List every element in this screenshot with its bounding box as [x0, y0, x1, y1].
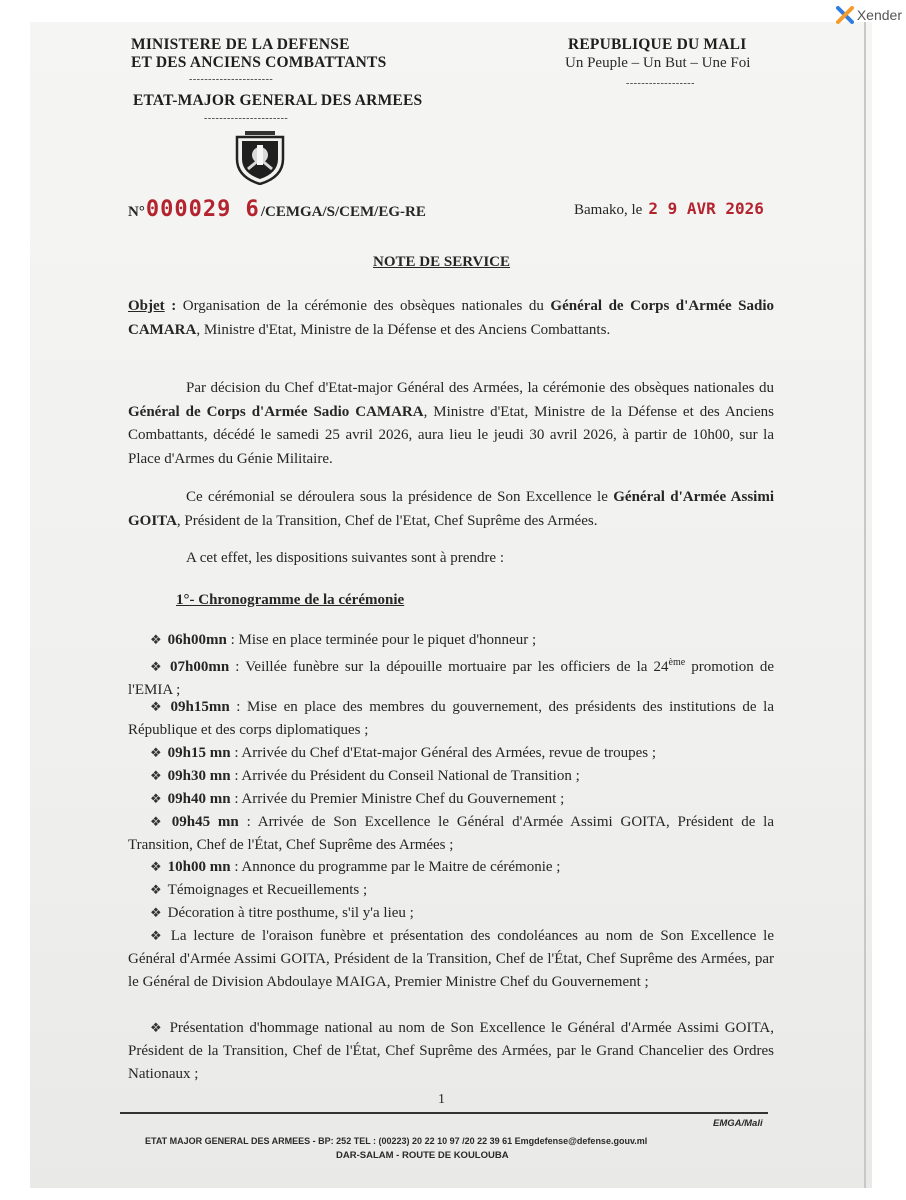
bullet-icon: ❖ [150, 791, 162, 806]
date-line [574, 199, 764, 219]
schedule-item: ❖ La lecture de l'oraison funèbre et présentation des condoléances au nom de Son Excellence le Général d'Armée Assimi GOITA, Président de la Transition, Chef de l'État, Chef Suprême des Armées, par le Général de Division Abdoulaye MAIGA, Premier Ministre Chef du Gouvernement ; [128, 928, 774, 990]
bullet-icon: ❖ [150, 859, 162, 874]
footer-address: ETAT MAJOR GENERAL DES ARMEES - BP: 252 TEL : (00223) 20 22 10 97 /20 22 39 61 Emgdefense@defense.gouv.ml [145, 1136, 648, 1146]
reference-stamp: 000029 6 [145, 197, 260, 222]
bullet-icon: ❖ [150, 1020, 164, 1035]
header-dash-right: ------------------ [626, 78, 695, 89]
objet-honoree: Général de Corps d'Armée Sadio CAMARA [128, 298, 774, 338]
schedule-item: ❖ 07h00mn : Veillée funèbre sur la dépouille mortuaire par les officiers de la 24ème promotion de l'EMIA ; [128, 657, 774, 698]
schedule-item: ❖ Présentation d'hommage national au nom de Son Excellence le Général d'Armée Assimi GOITA, Président de la Transition, Chef de l'État, Chef Suprême des Armées, par le Grand Chancelier des Ordres Nationaux ; [128, 1020, 774, 1082]
xender-watermark [836, 6, 902, 24]
viewer-right-margin [872, 0, 906, 1200]
schedule-item: ❖ Décoration à titre posthume, s'il y'a lieu ; [150, 905, 414, 921]
reference-suffix: /CEMGA/S/CEM/EG-RE [260, 204, 426, 220]
objet-paragraph: Objet : Organisation de la cérémonie des obsèques nationales du Général de Corps d'Armée Sadio CAMARA, Ministre d'Etat, Ministre de la Défense et des Anciens Combattants. [128, 298, 774, 338]
objet-label: Objet [128, 298, 165, 314]
bullet-icon: ❖ [150, 745, 162, 760]
bullet-icon: ❖ [150, 882, 162, 897]
reference-prefix: N° [128, 204, 145, 220]
schedule-item: ❖ 09h30 mn : Arrivée du Président du Conseil National de Transition ; [150, 768, 580, 784]
decision-paragraph: Par décision du Chef d'Etat-major Général des Armées, la cérémonie des obsèques nationales du Général de Corps d'Armée Sadio CAMARA, Ministre d'Etat, Ministre de la Défense et des Anciens Combattants, décédé le samedi 25 avril 2026, aura lieu le jeudi 30 avril 2026, à partir de 10h00, sur la Place d'Armes du Génie Militaire. [128, 380, 774, 467]
footer-divider [120, 1112, 768, 1114]
dispositions-paragraph: A cet effet, les dispositions suivantes sont à prendre : [186, 550, 504, 566]
emblem-icon [233, 131, 287, 185]
schedule-item: ❖ 09h40 mn : Arrivée du Premier Ministre Chef du Gouvernement ; [150, 791, 565, 807]
bullet-icon: ❖ [150, 632, 162, 647]
xender-label: Xender [856, 7, 902, 23]
bullet-icon: ❖ [150, 768, 162, 783]
schedule-item: ❖ 10h00 mn : Annonce du programme par le Maitre de cérémonie ; [150, 859, 561, 875]
header-dash-left: ---------------------- [189, 74, 274, 85]
schedule-item: ❖ 09h15 mn : Arrivée du Chef d'Etat-major Général des Armées, revue de troupes ; [150, 745, 657, 761]
armed-forces-emblem [233, 131, 287, 190]
schedule-item: ❖ 06h00mn : Mise en place terminée pour le piquet d'honneur ; [150, 632, 537, 648]
ministry-name-line2: ET DES ANCIENS COMBATTANTS [131, 54, 387, 71]
bullet-icon: ❖ [150, 905, 162, 920]
page-number: 1 [438, 1092, 445, 1107]
schedule-item: ❖ 09h15mn : Mise en place des membres du gouvernement, des présidents des institutions de la République et des corps diplomatiques ; [128, 699, 774, 738]
bullet-icon: ❖ [150, 659, 164, 674]
footer-sigle: EMGA/Mali [713, 1118, 763, 1129]
bullet-icon: ❖ [150, 699, 165, 714]
place-label: Bamako, le [574, 202, 643, 218]
ministry-name-line3: ETAT-MAJOR GENERAL DES ARMEES [133, 92, 423, 109]
document-title: NOTE DE SERVICE [373, 254, 511, 270]
republic-name: REPUBLIQUE DU MALI [568, 36, 747, 53]
viewer-top-bar [0, 0, 906, 22]
schedule-item: ❖ Témoignages et Recueillements ; [150, 882, 368, 898]
presidency-paragraph: Ce cérémonial se déroulera sous la présidence de Son Excellence le Général d'Armée Assimi GOITA, Président de la Transition, Chef de l'Etat, Chef Suprême des Armées. [128, 489, 774, 529]
section-heading-chronogramme: 1°- Chronogramme de la cérémonie [176, 592, 405, 608]
bullet-icon: ❖ [150, 814, 166, 829]
reference-number [128, 197, 426, 222]
ministry-name-line1: MINISTERE DE LA DEFENSE [131, 36, 350, 53]
schedule-item: ❖ 09h45 mn : Arrivée de Son Excellence le Général d'Armée Assimi GOITA, Président de la Transition, Chef de l'État, Chef Suprême des Armées ; [128, 814, 775, 853]
bullet-icon: ❖ [150, 928, 165, 943]
viewer-bottom-margin [0, 1188, 906, 1200]
footer-location: DAR-SALAM - ROUTE DE KOULOUBA [336, 1150, 509, 1161]
xender-logo-icon [836, 6, 854, 24]
national-motto: Un Peuple – Un But – Une Foi [565, 55, 751, 71]
page-edge [864, 22, 866, 1188]
viewer-left-margin [0, 0, 30, 1200]
date-stamp: 2 9 AVR 2026 [648, 199, 764, 218]
header-dash-left-2: ---------------------- [204, 113, 289, 124]
